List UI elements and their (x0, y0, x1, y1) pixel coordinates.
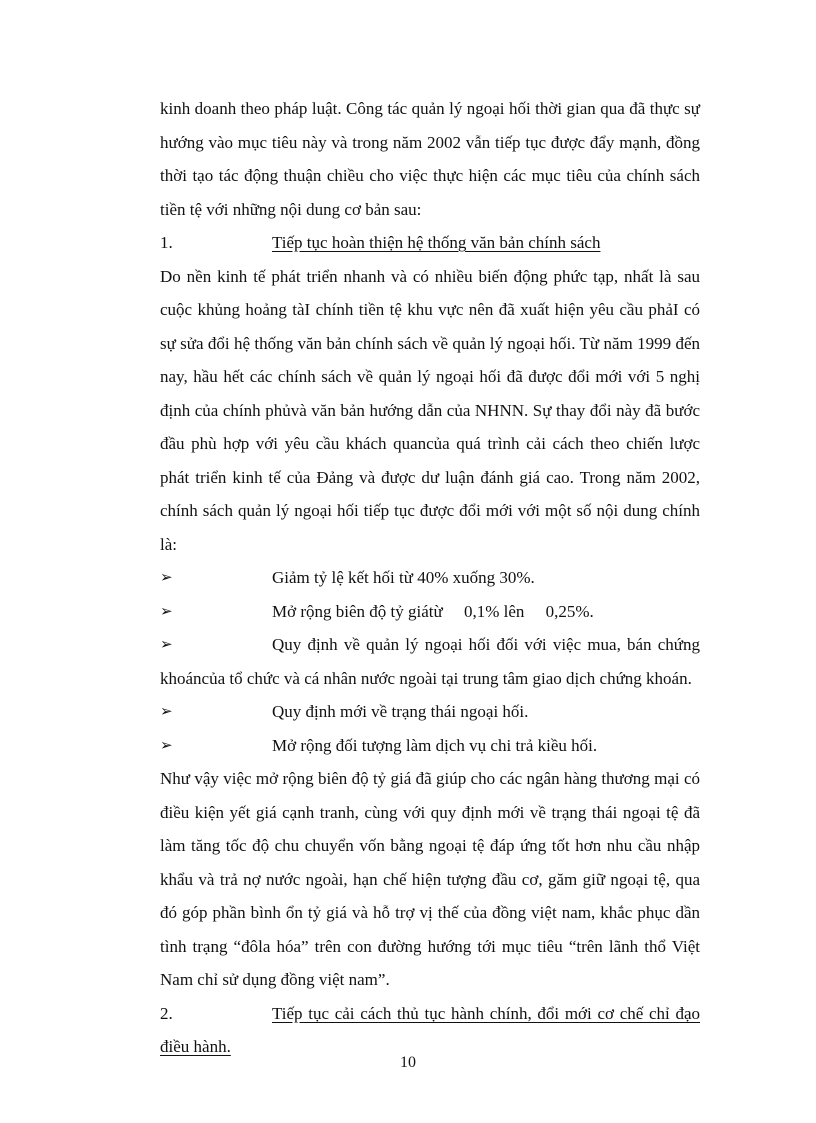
arrow-bullet-icon: ➢ (160, 601, 173, 620)
section-title-continuation: điều hành. (160, 1037, 231, 1056)
list-item-text: Mở rộng biên độ tỷ giátừ 0,1% lên 0,25%. (272, 601, 594, 621)
arrow-bullet-icon: ➢ (160, 702, 173, 720)
list-item (160, 595, 700, 629)
section-heading-2 (160, 997, 700, 1031)
list-item (160, 628, 700, 695)
list-item-text: Quy định mới về trạng thái ngoại hối. (272, 702, 529, 721)
list-item (160, 695, 700, 729)
arrow-bullet-icon: ➢ (160, 568, 173, 586)
page-number: 10 (400, 1054, 416, 1071)
section-heading-1 (160, 226, 700, 260)
section-number: 2. (160, 1003, 173, 1023)
list-item-text: Quy định về quản lý ngoại hối đối với việc mua, bán chứng khoáncủa tổ chức và cá nhân nước ngoài tại trung tâm giao dịch chứng khoán. (160, 635, 700, 688)
intro-paragraph: kinh doanh theo pháp luật. Công tác quản lý ngoại hối thời gian qua đã thực sự hướng vào mục tiêu này và trong năm 2002 vẫn tiếp tục được đẩy mạnh, đồng thời tạo tác động thuận chiều cho việc thực hiện các mục tiêu của chính sách tiền tệ với những nội dung cơ bản sau: (160, 99, 700, 219)
conclusion-paragraph: Như vậy việc mở rộng biên độ tỷ giá đã giúp cho các ngân hàng thương mại có điều kiện yết giá cạnh tranh, cùng với quy định mới về trạng thái ngoại tệ đã làm tăng tốc độ chu chuyển vốn bằng ngoại tệ đáp ứng tốt hơn nhu cầu nhập khẩu và trả nợ nước ngoài, hạn chế hiện tượng đầu cơ, găm giữ ngoại tệ, qua đó góp phần bình ổn tỷ giá và hỗ trợ vị thế của đồng việt nam, khắc phục dần tình trạng “đôla hóa” trên con đường hướng tới mục tiêu “trên lãnh thổ Việt Nam chỉ sử dụng đồng việt nam”. (160, 769, 700, 989)
section-title: Tiếp tục cải cách thủ tục hành chính, đổi mới cơ chế chỉ đạo (272, 1003, 700, 1023)
section-number: 1. (160, 233, 173, 252)
list-item (160, 729, 700, 763)
body-text (160, 92, 700, 1064)
list-item-text: Giảm tỷ lệ kết hối từ 40% xuống 30%. (272, 568, 535, 587)
arrow-bullet-icon: ➢ (160, 635, 173, 653)
list-item-text: Mở rộng đối tượng làm dịch vụ chi trả kiều hối. (272, 735, 598, 755)
arrow-bullet-icon: ➢ (160, 735, 173, 754)
section1-paragraph: Do nền kinh tế phát triển nhanh và có nhiều biến động phức tạp, nhất là sau cuộc khủng hoảng tàI chính tiền tệ khu vực nên đã xuất hiện yêu cầu phảI có sự sửa đổi hệ thống văn bản chính sách về quản lý ngoại hối. Từ năm 1999 đến nay, hầu hết các chính sách về quản lý ngoại hối đã được đổi mới với 5 nghị định của chính phủvà văn bản hướng dẫn của NHNN. Sự thay đổi này đã bước đầu phù hợp với yêu cầu khách quancủa quá trình cải cách theo chiến lược phát triển kinh tế của Đảng và được dư luận đánh giá cao. Trong năm 2002, chính sách quản lý ngoại hối tiếp tục được đổi mới với một số nội dung chính là: (160, 266, 700, 554)
section-title: Tiếp tục hoàn thiện hệ thống văn bản chính sách (272, 233, 601, 252)
list-item (160, 561, 700, 595)
